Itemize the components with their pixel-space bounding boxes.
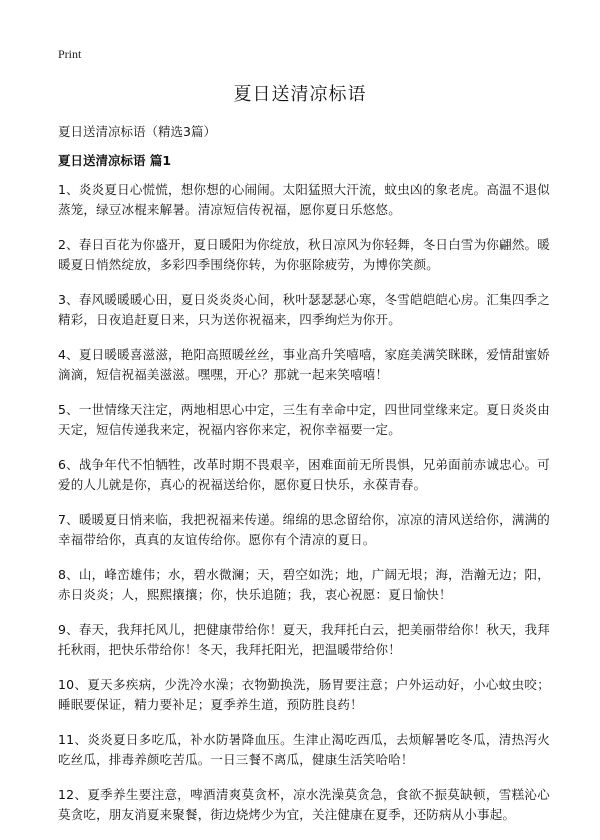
slogan-paragraph-2: 2、春日百花为你盛开，夏日暖阳为你绽放，秋日凉风为你轻舞，冬日白雪为你翩然。暖暖夏日悄然绽放，多彩四季围绕你转，为你驱除疲劳，为博你笑颜。	[58, 237, 550, 272]
slogan-paragraph-8: 8、山，峰峦雄伟；水，碧水微澜；天，碧空如洗；地，广阔无垠；海，浩瀚无边；阳，赤日炎炎；人，熙熙攘攘；你，快乐追随；我，衷心祝愿：夏日愉快！	[58, 567, 550, 602]
slogan-paragraph-3: 3、春风暖暖暖心田，夏日炎炎炎心间，秋叶瑟瑟瑟心寒，冬雪皑皑皑心房。汇集四季之精彩，日夜追赶夏日来，只为送你祝福来，四季绚烂为你开。	[58, 292, 550, 327]
slogan-list	[58, 180, 550, 840]
slogan-paragraph-5: 5、一世情缘天注定，两地相思心中定，三生有幸命中定，四世同堂缘来定。夏日炎炎由天定，短信传递我来定，祝福内容你来定，祝你幸福要一定。	[58, 402, 550, 437]
section-heading: 夏日送清凉标语 篇1	[58, 153, 172, 168]
slogan-paragraph-4: 4、夏日暖暖喜滋滋，艳阳高照暖丝丝，事业高升笑嘻嘻，家庭美满笑眯眯，爱情甜蜜娇滴滴，短信祝福美滋滋。嘿嘿，开心？那就一起来笑嘻嘻！	[58, 347, 550, 382]
page-title: 夏日送清凉标语	[233, 84, 367, 105]
slogan-paragraph-9: 9、春天，我拜托风儿，把健康带给你！夏天，我拜托白云，把美丽带给你！秋天，我拜托秋雨，把快乐带给你！冬天，我拜托阳光，把温暖带给你！	[58, 622, 550, 657]
slogan-paragraph-6: 6、战争年代不怕牺牲，改革时期不畏艰辛，困难面前无所畏惧，兄弟面前赤诚忠心。可爱的人儿就是你，真心的祝福送给你，愿你夏日快乐，永葆青春。	[58, 457, 550, 492]
document-subtitle: 夏日送清凉标语（精选3篇）	[58, 124, 216, 139]
slogan-paragraph-10: 10、夏天多疾病，少洗冷水澡；衣物勤换洗，肠胃要注意；户外运动好，小心蚊虫咬；睡眠要保证，精力要补足；夏季养生道，预防胜良药！	[58, 677, 550, 712]
slogan-paragraph-12: 12、夏季养生要注意，啤酒清爽莫贪杯，凉水洗澡莫贪急，食欲不振莫缺顿，雪糕沁心莫贪吃，朋友消夏来聚餐，街边烧烤少为宜，关注健康在夏季，还防病从小事起。	[58, 787, 550, 822]
slogan-paragraph-1: 1、炎炎夏日心慌慌，想你想的心闹闹。太阳猛照大汗流，蚊虫凶的象老虎。高温不退似蒸笼，绿豆冰棍来解暑。清凉短信传祝福，愿你夏日乐悠悠。	[58, 182, 550, 217]
slogan-paragraph-11: 11、炎炎夏日多吃瓜，补水防暑降血压。生津止渴吃西瓜，去烦解暑吃冬瓜，清热泻火吃丝瓜，排毒养颜吃苦瓜。一日三餐不离瓜，健康生活笑哈哈！	[58, 732, 550, 767]
print-link[interactable]: Print	[58, 47, 82, 61]
slogan-paragraph-7: 7、暖暖夏日悄来临，我把祝福来传递。绵绵的思念留给你，凉凉的清风送给你，满满的幸福带给你，真真的友谊传给你。愿你有个清凉的夏日。	[58, 512, 550, 547]
